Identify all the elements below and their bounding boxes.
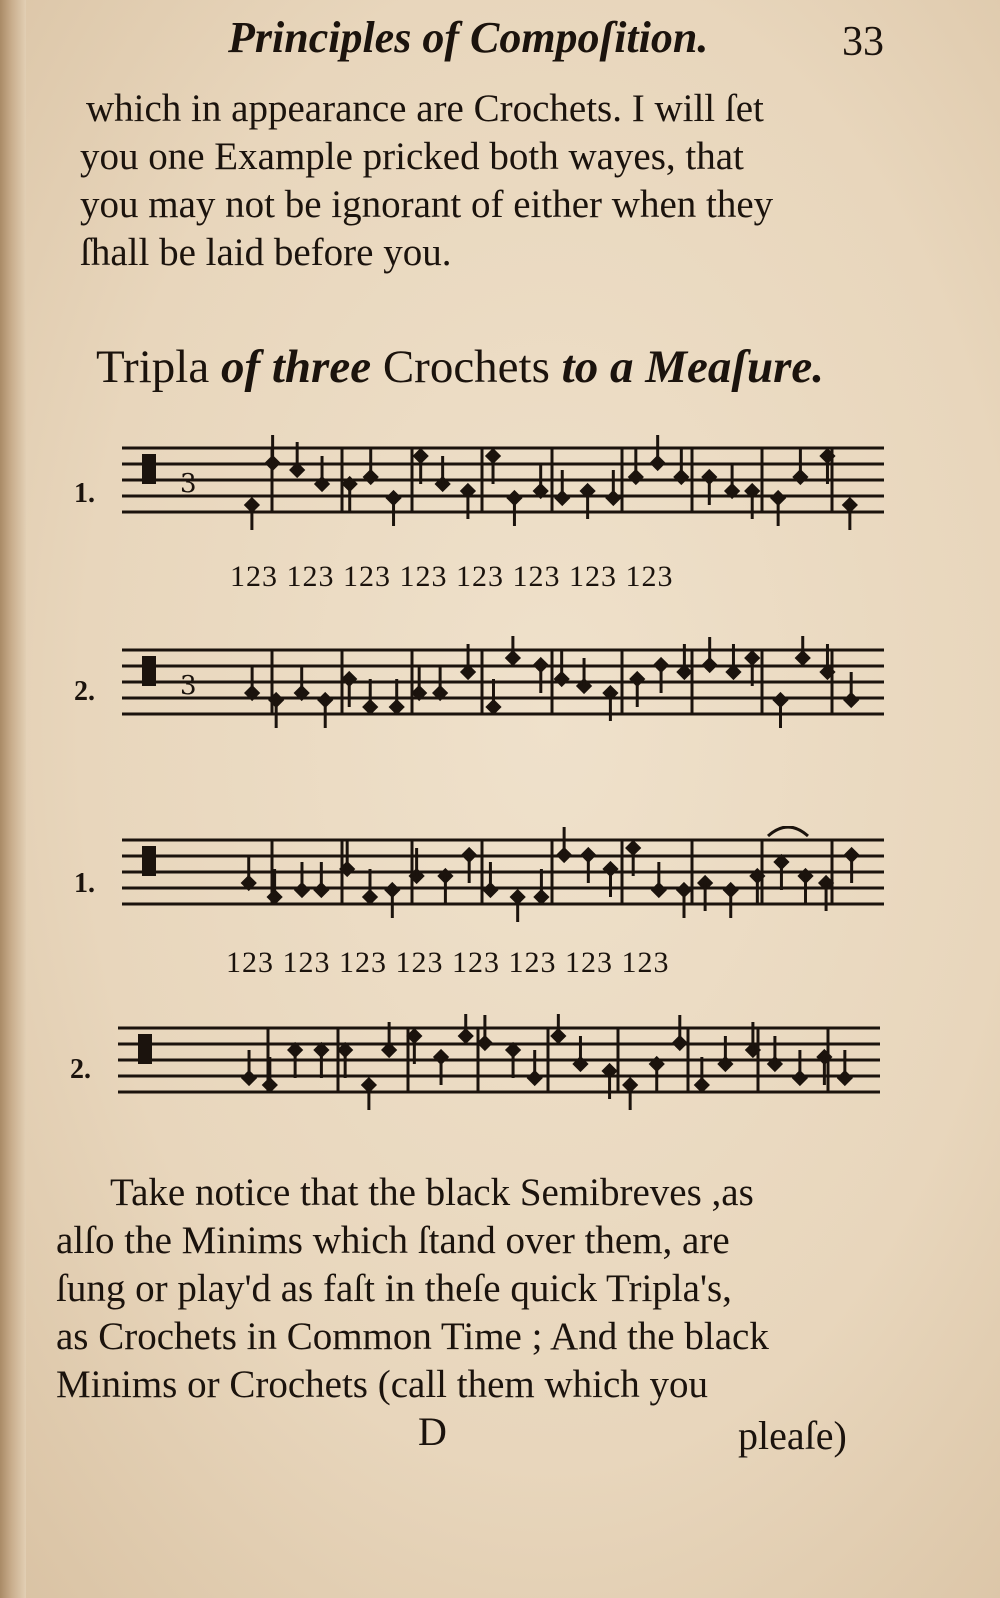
- catchword: pleaſe): [738, 1413, 847, 1458]
- text-line: you may not be ignorant of either when they: [80, 183, 774, 226]
- text-line: Take notice that the black Semibreves ,as: [110, 1171, 754, 1214]
- text-line: ſhall be laid before you.: [80, 231, 452, 274]
- svg-text:3: 3: [180, 469, 197, 499]
- music-staff: [122, 636, 884, 732]
- example-label: 1.: [74, 868, 95, 899]
- page-number: 33: [842, 19, 884, 65]
- example-label: 2.: [70, 1054, 91, 1085]
- text-line: which in appearance are Crochets. I will ſet: [86, 87, 764, 130]
- example-label: 2.: [74, 676, 95, 707]
- text-line: ſung or play'd as faſt in theſe quick Tripla's,: [56, 1267, 732, 1310]
- text-line: as Crochets in Common Time ; And the black: [56, 1315, 769, 1358]
- music-staff: [122, 826, 884, 922]
- example-label: 1.: [74, 478, 95, 509]
- heading-part: to a Meaſure.: [561, 341, 825, 393]
- page-gutter: [0, 0, 26, 1598]
- text-line: alſo the Minims which ſtand over them, are: [56, 1219, 730, 1262]
- heading-part: Tripla: [96, 341, 221, 393]
- beat-counts: 123 123 123 123 123 123 123 123: [226, 946, 670, 979]
- signature-mark: D: [418, 1409, 447, 1454]
- section-heading: [96, 340, 824, 394]
- svg-text:3: 3: [180, 671, 197, 701]
- heading-part: Crochets: [382, 341, 562, 393]
- music-staff: [122, 434, 884, 530]
- heading-part: of three: [220, 341, 383, 393]
- beat-counts: 123 123 123 123 123 123 123 123: [230, 560, 674, 593]
- text-line: Minims or Crochets (call them which you: [56, 1363, 709, 1406]
- text-line: you one Example pricked both wayes, that: [80, 135, 744, 178]
- music-staff: [118, 1014, 880, 1110]
- running-title: Principles of Compoſition.: [228, 13, 709, 62]
